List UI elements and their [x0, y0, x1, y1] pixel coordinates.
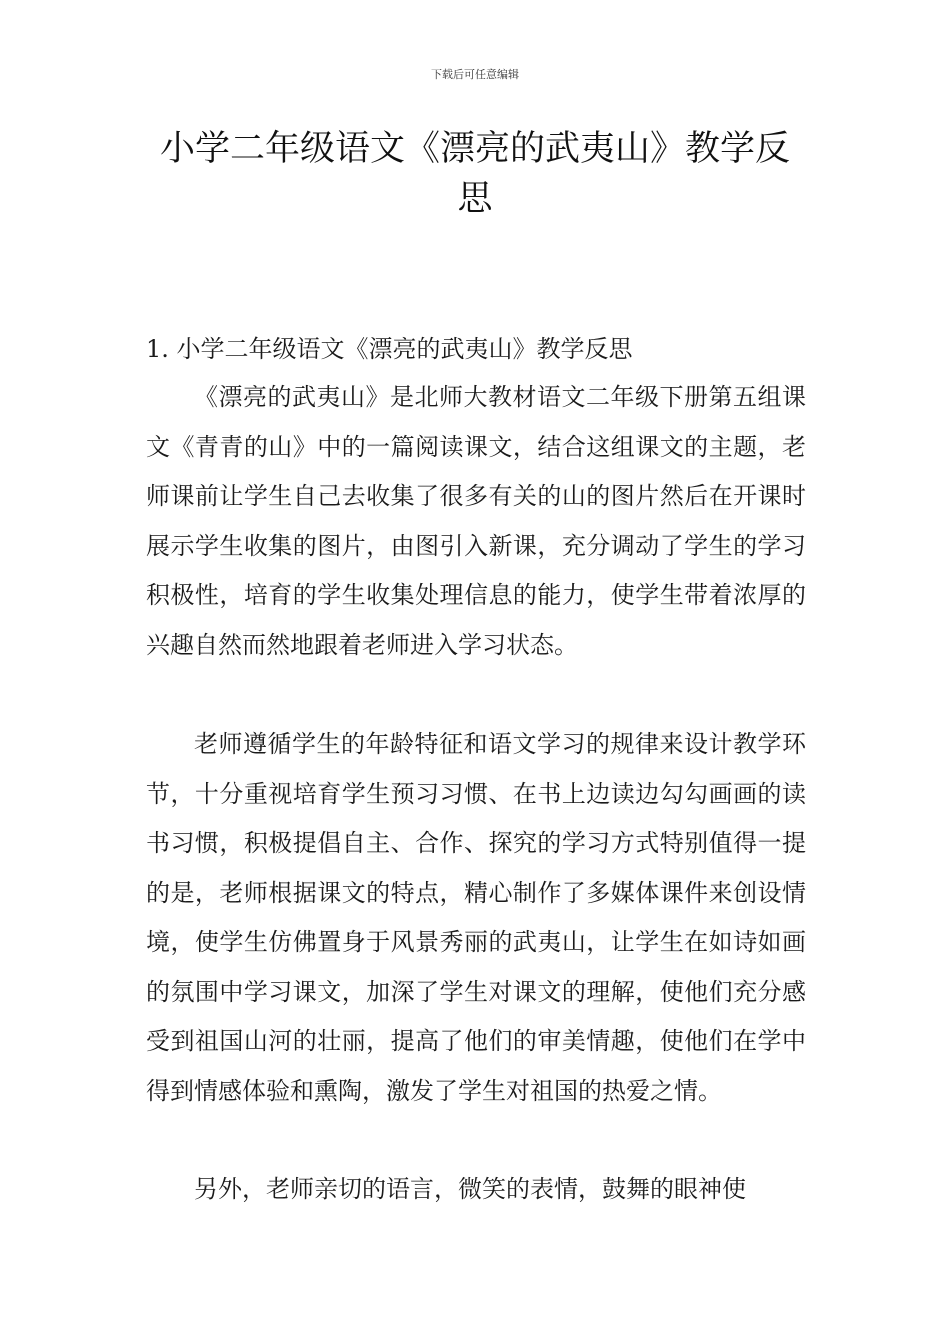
paragraph-3: 另外，老师亲切的语言，微笑的表情，鼓舞的眼神使: [194, 1175, 746, 1203]
header-note: 下载后可任意编辑: [431, 68, 519, 81]
paragraph-1: 《漂亮的武夷山》是北师大教材语文二年级下册第五组课文《青青的山》中的一篇阅读课文，结合这组课文的主题，老师课前让学生自己去收集了很多有关的山的图片然后在开课时展示学生收集的图片，由图引入新课，充分调动了学生的学习积极性，培育的学生收集处理信息的能力，使学生带着浓厚的兴趣自然而然地跟着老师进入学习状态。: [146, 383, 806, 659]
document-title: 小学二年级语文《漂亮的武夷山》教学反思: [159, 129, 790, 219]
section-heading: 1. 小学二年级语文《漂亮的武夷山》教学反思: [146, 335, 633, 363]
paragraph-2: 老师遵循学生的年龄特征和语文学习的规律来设计教学环节，十分重视培育学生预习习惯、在书上边读边勾勾画画的读书习惯，积极提倡自主、合作、探究的学习方式特别值得一提的是，老师根据课文的特点，精心制作了多媒体课件来创设情境，使学生仿佛置身于风景秀丽的武夷山，让学生在如诗如画的氛围中学习课文，加深了学生对课文的理解，使他们充分感受到祖国山河的壮丽，提高了他们的审美情趣，使他们在学中得到情感体验和熏陶，激发了学生对祖国的热爱之情。: [146, 730, 806, 1105]
